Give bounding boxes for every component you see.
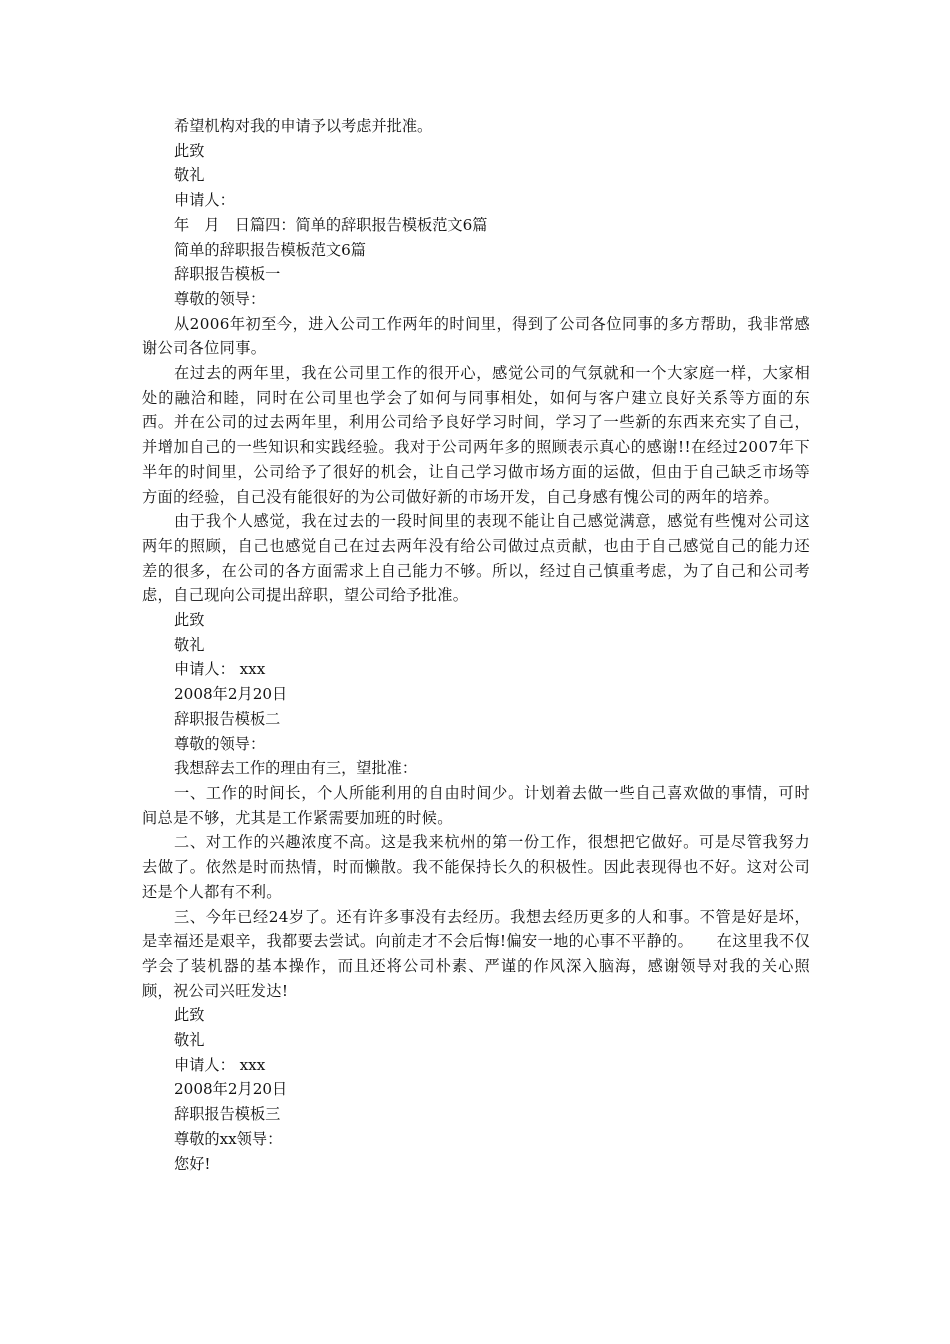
- salutation-jingli: 敬礼: [174, 166, 205, 185]
- salutation-jingli: 敬礼: [174, 635, 205, 654]
- intro-line: 我想辞去工作的理由有三，望批准：: [174, 759, 417, 778]
- section-title: 简单的辞职报告模板范文6篇: [174, 240, 366, 259]
- salutation-cizhi: 此致: [174, 611, 205, 630]
- body-paragraph: 在过去的两年里，我在公司里工作的很开心，感觉公司的气氛就和一个大家庭一样，大家相处的融洽和睦，同时在公司里也学会了如何与同事相处，如何与客户建立良好关系等方面的东西。并在公司的过去两年里，利用公司给予良好学习时间，学习了一些新的东西来充实了自己，并增加自己的一些知识和实践经验。我对于公司两年多的照顾表示真心的感谢!!在经过2007年下半年的时间里，公司给予了很好的机会，让自己学习做市场方面的运做，但由于自己缺乏市场等方面的经验，自己没有能很好的为公司做好新的市场开发，自己身感有愧公司的两年的培养。: [142, 364, 810, 506]
- template-heading-1: 辞职报告模板一: [174, 265, 281, 284]
- salutation-jingli: 敬礼: [174, 1031, 205, 1050]
- salutation-cizhi: 此致: [174, 141, 205, 160]
- greeting-line: 尊敬的领导：: [174, 289, 266, 308]
- date-line: 2008年2月20日: [174, 1080, 288, 1099]
- template-heading-3: 辞职报告模板三: [174, 1105, 281, 1124]
- body-paragraph: 从2006年初至今，进入公司工作两年的时间里，得到了公司各位同事的多方帮助，我非常感谢公司各位同事。: [142, 314, 810, 358]
- greeting-line: 尊敬的领导：: [174, 734, 266, 753]
- body-paragraph: 二、对工作的兴趣浓度不高。这是我来杭州的第一份工作，很想把它做好。可是尽管我努力去做了。依然是时而热情，时而懒散。我不能保持长久的积极性。因此表现得也不好。这对公司还是个人都有不利。: [142, 833, 810, 901]
- body-paragraph: 一、工作的时间长，个人所能利用的自由时间少。计划着去做一些自己喜欢做的事情，可时间总是不够，尤其是工作紧需要加班的时候。: [142, 783, 810, 827]
- body-paragraph: 由于我个人感觉，我在过去的一段时间里的表现不能让自己感觉满意，感觉有些愧对公司这两年的照顾，自己也感觉自己在过去两年没有给公司做过点贡献，也由于自己感觉自己的能力还差的很多，在公司的各方面需求上自己能力不够。所以，经过自己慎重考虑，为了自己和公司考虑，自己现向公司提出辞职，望公司给予批准。: [142, 512, 810, 605]
- applicant-line: 申请人： xxx: [174, 1055, 266, 1074]
- closing-request-line: 希望机构对我的申请予以考虑并批准。: [174, 117, 433, 135]
- greeting-line: 尊敬的xx领导：: [174, 1129, 283, 1148]
- applicant-line: 申请人： xxx: [174, 660, 266, 679]
- date-line: 2008年2月20日: [174, 685, 288, 704]
- salutation-cizhi: 此致: [174, 1006, 205, 1025]
- template-heading-2: 辞职报告模板二: [174, 709, 281, 728]
- hello-line: 您好!: [174, 1154, 211, 1173]
- date-and-section-heading: 年 月 日篇四：简单的辞职报告模板范文6篇: [174, 215, 488, 234]
- body-paragraph: 三、今年已经24岁了。还有许多事没有去经历。我想去经历更多的人和事。不管是好是坏，是幸福还是艰辛，我都要去尝试。向前走才不会后悔!偏安一地的心事不平静的。 在这里我不仅学会了装机器的基本操作，而且还将公司朴素、严谨的作风深入脑海，感谢领导对我的关心照顾，祝公司兴旺发达!: [142, 907, 810, 1000]
- document-page: [142, 114, 810, 1176]
- applicant-line: 申请人：: [174, 191, 235, 210]
